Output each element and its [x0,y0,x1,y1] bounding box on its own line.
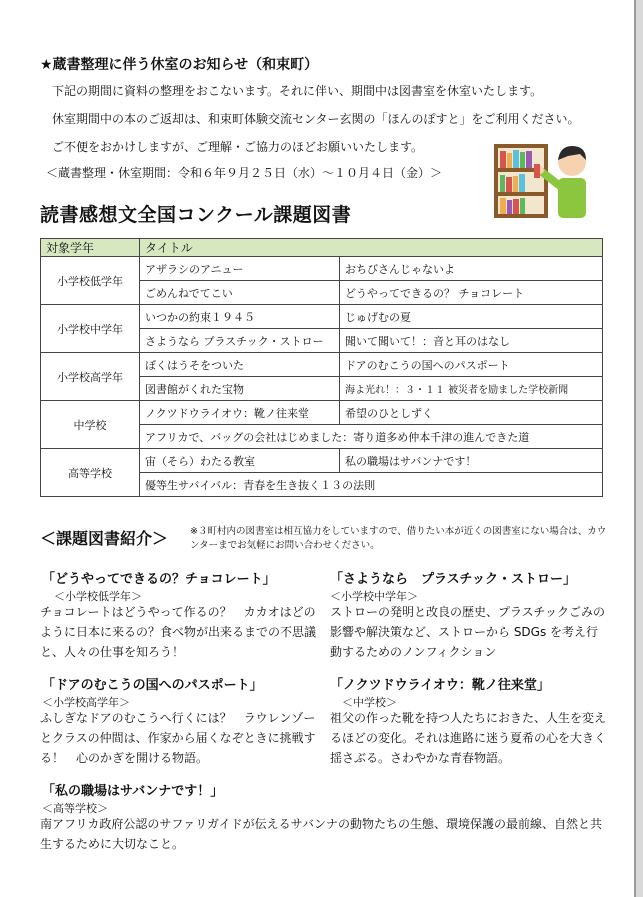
book-4-grade: ＜中学校＞ [342,696,397,709]
table-header-row [41,239,603,257]
table-row [41,257,603,281]
book-title-cell: いつかの約束１９４５ [140,305,340,329]
grade-cell: 小学校高学年 [41,353,140,401]
intro-title: ＜課題図書紹介＞ [40,529,169,548]
book-1-grade: ＜小学校低学年＞ [54,590,142,603]
book-3-grade: ＜小学校高学年＞ [42,696,130,709]
book-title-cell: 私の職場はサバンナです！ [340,449,603,473]
book-1-title: 「どうやってできるの？チョコレート」 [42,572,276,587]
book-title-cell: ごめんねでてこい [140,281,340,305]
book-title-cell: ぼくはうそをついた [140,353,340,377]
book-2-description: ストローの発明と改良の歴史、プラスチックごみの影響や解決策など、ストローから SDGs を考え行動するためのノンフィクション [330,605,606,659]
book-3-title: 「ドアのむこうの国へのパスポート」 [42,678,263,693]
book-2-grade: ＜小学校中学年＞ [330,590,418,603]
book-title-cell: 宙（そら）わたる教室 [140,449,340,473]
book-1-description: チョコレートはどうやって作るの？ カカオはどのように日本に来るの？食べ物が出来るまでの不思議と、人々の仕事を知ろう！ [40,605,317,659]
book-title-cell: じゅげむの夏 [340,305,603,329]
notice-title: ★蔵書整理に伴う休室のお知らせ（和束町） [40,57,319,73]
title-column-header: タイトル [140,239,603,257]
table-row [41,401,603,425]
notice-line-3: ご不便をおかけしますが、ご理解・ご協力のほどお願いいたします。 [52,140,424,154]
grade-cell: 小学校中学年 [41,305,140,353]
book-title-cell: どうやってできるの？ チョコレート [340,281,603,305]
book-title-cell: おちびさんじゃないよ [340,257,603,281]
book-4-description: 祖父の作った靴を持つ人たちにおきた、人生を変えるほどの変化。それは進路に迷う夏希の心を大きく揺さぶる。さわやかな青春物語。 [330,711,607,765]
boy-reading-illustration [492,138,592,220]
book-title-cell: 希望のひとしずく [340,401,603,425]
book-title-cell: 海よ光れ！：３・１１ 被災者を励ました学校新聞 [340,377,603,401]
book-list-table [40,238,603,497]
book-title-cell: 図書館がくれた宝物 [140,377,340,401]
book-title-cell: アフリカで、バッグの会社はじめました：寄り道多め仲本千津の進んできた道 [140,425,603,449]
table-row [41,449,603,473]
grade-cell: 中学校 [41,401,140,449]
book-4-title: 「ノクツドウライオウ：靴ノ往来堂」 [330,678,550,693]
grade-cell: 高等学校 [41,449,140,497]
book-2-title: 「さようなら プラスチック・ストロー」 [330,572,576,587]
book-5-description: 南アフリカ政府公認のサファリガイドが伝えるサバンナの動物たちの生態、環境保護の最前線、自然と共生するために大切なこと。 [40,817,602,851]
book-title-cell: アザラシのアニュー [140,257,340,281]
book-title-cell: さようなら プラスチック・ストロー [140,329,340,353]
notice-line-1: 下記の期間に資料の整理をおこないます。それに伴い、期間中は図書室を休室いたします。 [52,84,543,98]
contest-title: 読書感想文全国コンクール課題図書 [40,204,352,226]
notice-line-2: 休室期間中の本のご返却は、和束町体験交流センター玄関の「ほんのぽすと」をご利用ください。 [52,112,580,126]
table-row [41,305,603,329]
book-5-grade: ＜高等学校＞ [42,802,108,815]
table-row [41,353,603,377]
book-5-title: 「私の職場はサバンナです！」 [42,784,224,799]
book-title-cell: ノクツドウライオウ：靴ノ往来堂 [140,401,340,425]
grade-column-header: 対象学年 [41,239,140,257]
book-title-cell: ドアのむこうの国へのパスポート [340,353,603,377]
grade-cell: 小学校低学年 [41,257,140,305]
book-3-description: ふしぎなドアのむこうへ行くには？ ラウレンゾーとクラスの仲間は、作家から届くなぞときに挑戦する！ 心のかぎを開ける物語。 [40,711,316,765]
closure-period: ＜蔵書整理・休室期間：令和６年９月２５日（水）～１０月４日（金）＞ [46,166,443,180]
intro-note: ※３町村内の図書室は相互協力をしていますので、借りたい本が近くの図書室にない場合は、カウンターまでお気軽にお問い合わせください。 [190,526,607,551]
book-title-cell: 聞いて聞いて！：音と耳のはなし [340,329,603,353]
book-title-cell: 優等生サバイバル：青春を生き抜く１３の法則 [140,473,603,497]
